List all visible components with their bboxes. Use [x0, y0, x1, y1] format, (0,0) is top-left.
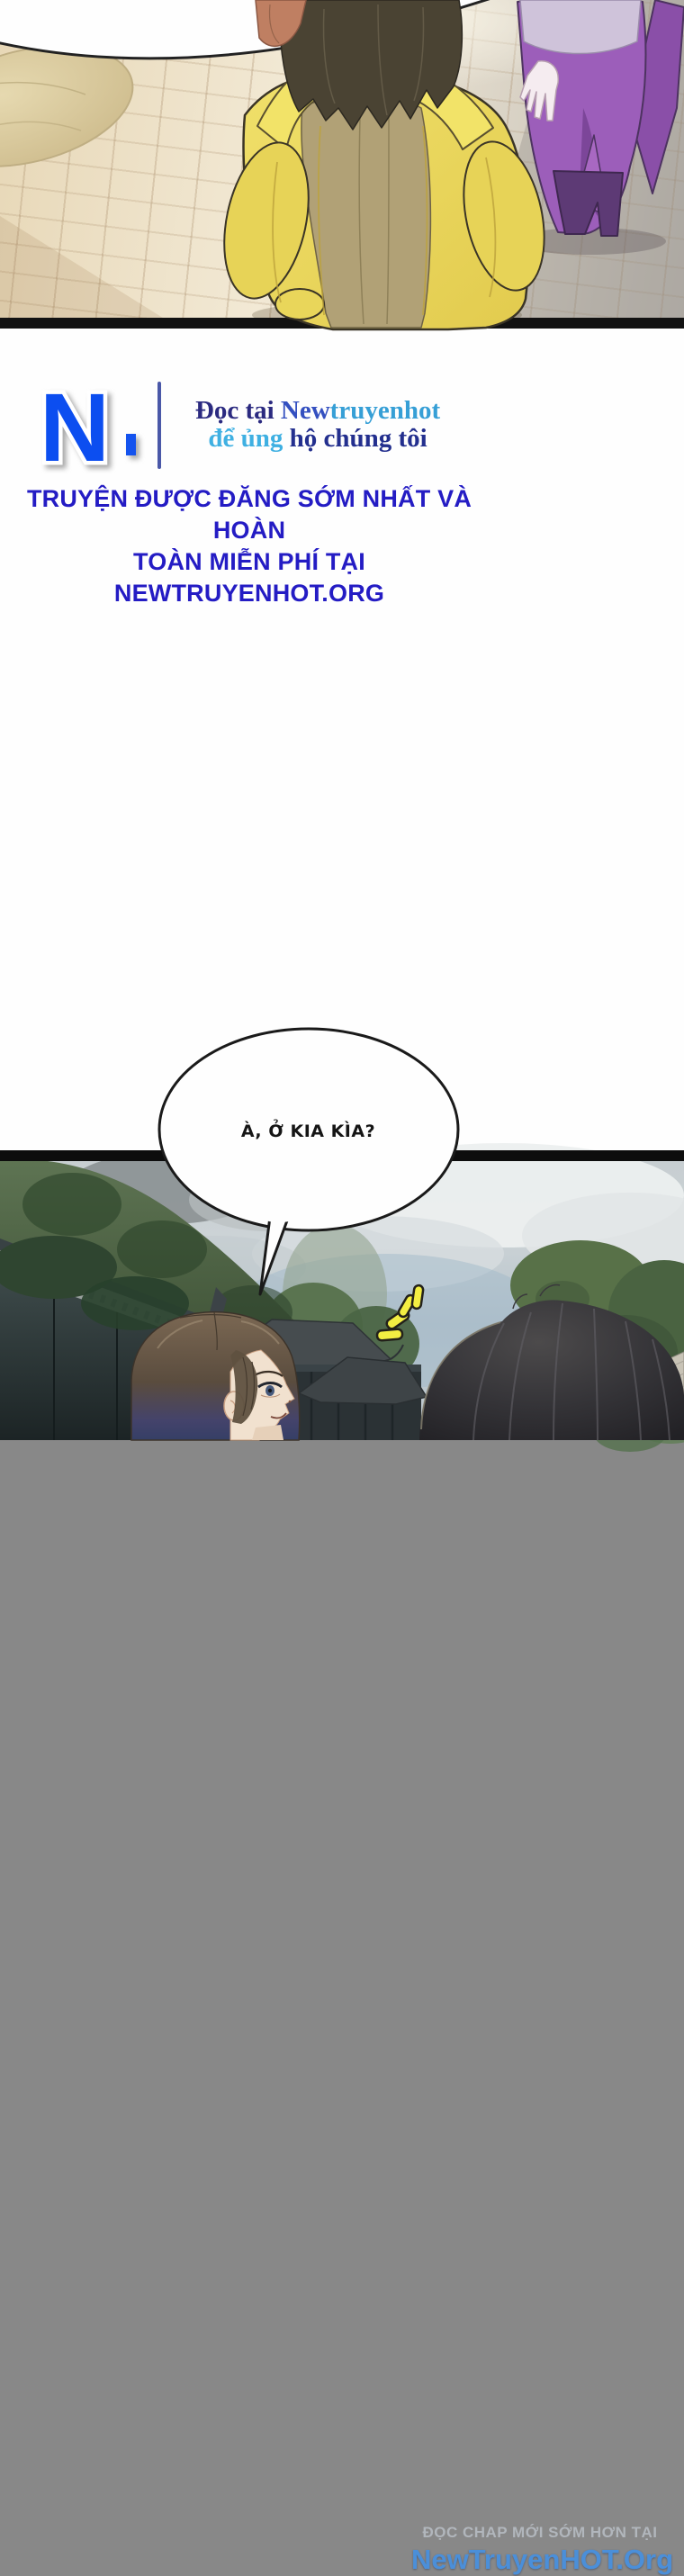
top-panel-illustration	[0, 0, 684, 329]
pavement-shadow	[0, 216, 180, 329]
speech-bubble-text: À, Ở KIA KÌA?	[240, 1121, 376, 1141]
watermark-line-1: ĐỌC CHAP MỚI SỚM HƠN TẠI	[422, 2524, 658, 2541]
banner-line-1: TRUYỆN ĐƯỢC ĐĂNG SỚM NHẤT VÀ HOÀN	[26, 485, 472, 544]
promo-banner	[0, 483, 499, 609]
logo-divider	[158, 382, 161, 469]
girl-character	[131, 1312, 300, 1440]
tagline-line-2: để ủng hộ chúng tôi	[208, 424, 428, 453]
watermark-site-name: NewTruyenHOT.Org	[410, 2544, 674, 2575]
banner-line-2: TOÀN MIỄN PHÍ TẠI NEWTRUYENHOT.ORG	[113, 548, 385, 607]
site-tagline	[169, 397, 466, 453]
tagline-line-1: Đọc tại Newtruyenhot	[194, 396, 441, 425]
top-comic-panel	[0, 0, 684, 329]
logo-accent-square	[126, 434, 136, 455]
speech-bubble	[135, 1017, 495, 1305]
site-logo	[34, 373, 142, 482]
logo-letter: N	[40, 373, 110, 482]
